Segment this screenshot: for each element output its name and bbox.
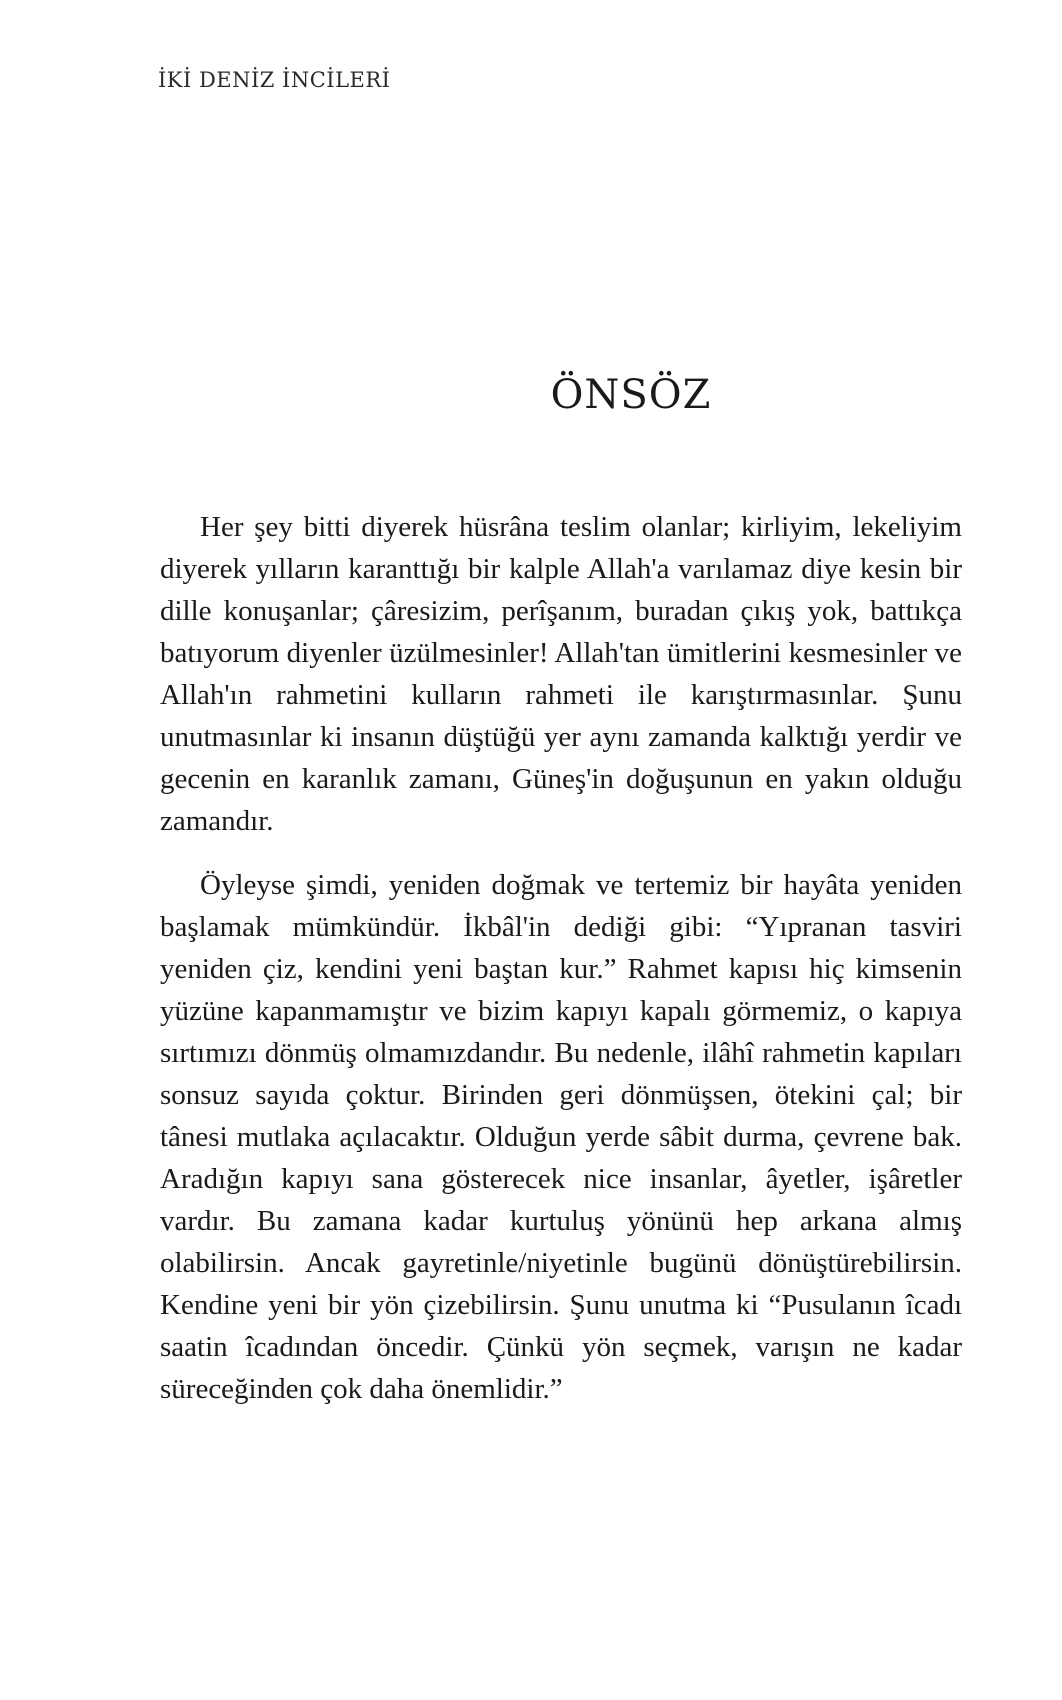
paragraph-2: Öyleyse şimdi, yeniden doğmak ve tertemiz bir hayâta yeniden başlamak mümkündür. İkbâl'in dediği gibi: “Yıpranan tasviri yeniden çiz, kendini yeni baştan kur.” Rahmet kapısı hiç kimsenin yüzüne kapanmamıştır ve bizim kapıyı kapalı görmemiz, o kapıya sırtımızı dönmüş olmamızdandır. Bu nedenle, ilâhî rahmetin kapıları sonsuz sayıda çoktur. Birinden geri dönmüşsen, ötekini çal; bir tânesi mutlaka açılacaktır. Olduğun yerde sâbit durma, çevrene bak. Aradığın kapıyı sana gösterecek nice insanlar, âyetler, işâretler vardır. Bu zamana kadar kurtuluş yönünü hep arkana almış olabilirsin. Ancak gayretinle/niyetinle bugünü dönüştürebilirsin. Kendine yeni bir yön çizebilirsin. Şunu unutma ki “Pusulanın îcadı saatin îcadından öncedir. Çünkü yön seçmek, varışın ne kadar süreceğinden çok daha önemlidir.”	[160, 869, 962, 1405]
chapter-title: ÖNSÖZ	[550, 372, 712, 418]
body-text	[160, 506, 962, 1432]
running-header: İKİ DENİZ İNCİLERİ	[158, 68, 391, 92]
paragraph-1: Her şey bitti diyerek hüsrâna teslim olanlar; kirliyim, lekeliyim diyerek yılların karanttığı bir kalple Allah'a varılamaz diye kesin bir dille konuşanlar; çâresizim, perîşanım, buradan çıkış yok, battıkça batıyorum diyenler üzülmesinler! Allah'tan ümitlerini kesmesinler ve Allah'ın rahmetini kulların rahmeti ile karıştırmasınlar. Şunu unutmasınlar ki insanın düştüğü yer aynı zamanda kalktığı yerdir ve gecenin en karanlık zamanı, Güneş'in doğuşunun en yakın olduğu zamandır.	[160, 511, 962, 837]
